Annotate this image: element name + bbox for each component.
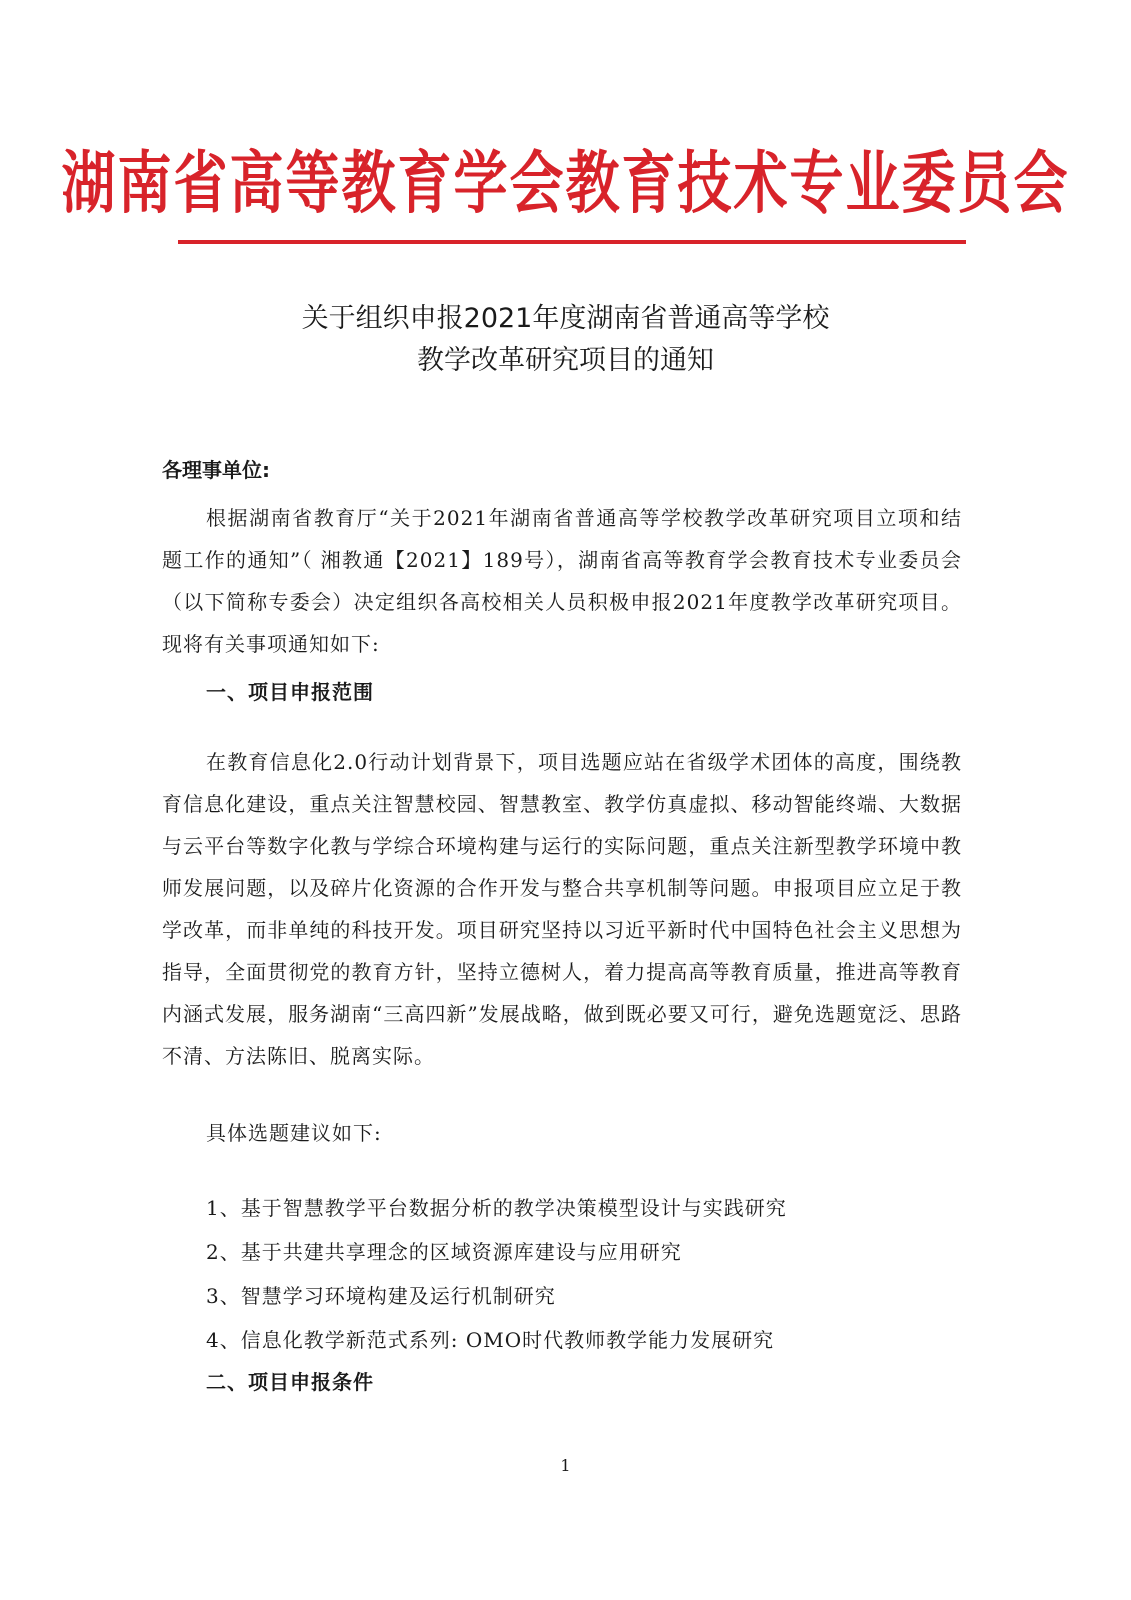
list-item: 3、智慧学习环境构建及运行机制研究 [206,1284,556,1308]
notice-title-line-1: 关于组织申报2021年度湖南省普通高等学校 [301,303,830,334]
list-item: 4、信息化教学新范式系列: OMO时代教师教学能力发展研究 [206,1328,775,1352]
list-item: 1、基于智慧教学平台数据分析的教学决策模型设计与实践研究 [206,1196,787,1220]
topic-list [206,1186,787,1362]
section-2-heading: 二、项目申报条件 [206,1370,374,1394]
intro-paragraph-text: 根据湖南省教育厅“关于2021年湖南省普通高等学校教学改革研究项目立项和结题工作的通知”（ 湘教通【2021】189号），湖南省高等教育学会教育技术专业委员会（以下简称专委会）决定组织各高校相关人员积极申报2021年度教学改革研究项目。现将有关事项通知如下: [162,506,962,656]
list-item: 2、基于共建共享理念的区域资源库建设与应用研究 [206,1240,682,1264]
section-1-paragraph [162,741,962,1077]
section-1-heading: 一、项目申报范围 [206,680,374,704]
section-1-paragraph-text: 在教育信息化2.0行动计划背景下，项目选题应站在省级学术团体的高度，围绕教育信息化建设，重点关注智慧校园、智慧教室、教学仿真虚拟、移动智能终端、大数据与云平台等数字化教与学综合环境构建与运行的实际问题，重点关注新型教学环境中教师发展问题，以及碎片化资源的合作开发与整合共享机制等问题。申报项目应立足于教学改革，而非单纯的科技开发。项目研究坚持以习近平新时代中国特色社会主义思想为指导，全面贯彻党的教育方针，坚持立德树人，着力提高高等教育质量，推进高等教育内涵式发展，服务湖南“三高四新”发展战略，做到既必要又可行，避免选题宽泛、思路不清、方法陈旧、脱离实际。 [162,750,962,1068]
topics-intro: 具体选题建议如下: [206,1121,382,1145]
notice-title-line-2: 教学改革研究项目的通知 [417,345,714,376]
page-number: 1 [560,1456,571,1475]
intro-paragraph [162,497,962,665]
salutation: 各理事单位: [162,458,270,482]
letterhead-red-rule [178,240,966,244]
letterhead-org-name: 湖南省高等教育学会教育技术专业委员会 [61,143,1070,223]
